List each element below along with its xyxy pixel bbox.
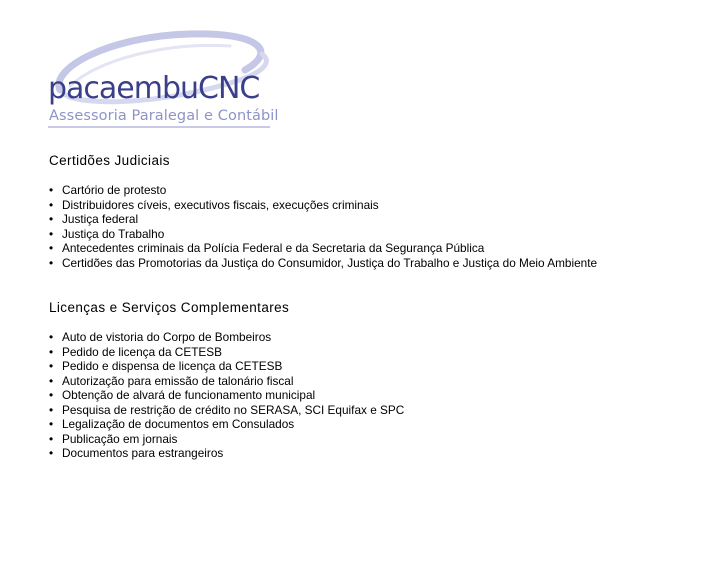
list-item <box>49 388 689 403</box>
list-item-text: Obtenção de alvará de funcionamento municipal <box>62 388 316 402</box>
bullet-dot: • <box>49 417 54 431</box>
logo-wordmark <box>48 72 259 106</box>
list-item <box>49 212 689 227</box>
list-item <box>49 330 689 345</box>
list-item-text: Publicação em jornais <box>62 431 178 446</box>
section-certidoes-judiciais <box>49 153 689 270</box>
list-item <box>49 241 689 256</box>
bullet-dot: • <box>49 359 54 373</box>
bullet-dot: • <box>49 241 54 255</box>
bullet-dot: • <box>49 197 54 212</box>
bullet-dot: • <box>49 344 54 359</box>
list-item-text: Autorização para emissão de talonário fiscal <box>62 373 294 388</box>
bullet-dot: • <box>49 373 54 388</box>
list-item <box>49 227 689 242</box>
bullet-dot: • <box>49 226 54 241</box>
bullet-dot: • <box>49 446 54 460</box>
list-item-text: Justiça federal <box>62 212 139 226</box>
list-item-text: Documentos para estrangeiros <box>62 446 224 460</box>
list-item <box>49 256 689 271</box>
company-logo <box>40 28 280 128</box>
list-item <box>49 345 689 360</box>
section-title: Licenças e Serviços Complementares <box>49 300 290 315</box>
logo-brand-accent: CNC <box>198 71 260 106</box>
list-item-text: Distribuidores cíveis, executivos fiscais, execuções criminais <box>62 197 379 212</box>
bullet-list <box>49 183 689 270</box>
list-item-text: Certidões das Promotorias da Justiça do Consumidor, Justiça do Trabalho e Justiça do Meio Ambiente <box>62 255 598 270</box>
bullet-dot: • <box>49 255 54 270</box>
bullet-dot: • <box>49 402 54 417</box>
bullet-list <box>49 330 689 461</box>
section-title: Certidões Judiciais <box>49 153 170 168</box>
list-item <box>49 374 689 389</box>
list-item <box>49 403 689 418</box>
logo-underline <box>48 126 270 128</box>
section-licencas-servicos <box>49 300 689 461</box>
list-item <box>49 417 689 432</box>
list-item-text: Cartório de protesto <box>62 183 167 197</box>
list-item-text: Justiça do Trabalho <box>62 226 165 241</box>
bullet-dot: • <box>49 183 54 197</box>
bullet-dot: • <box>49 212 54 226</box>
logo-tagline: Assessoria Paralegal e Contábil <box>49 108 279 124</box>
list-item <box>49 446 689 461</box>
list-item-text: Pedido e dispensa de licença da CETESB <box>62 359 283 373</box>
logo-brand-main: pacaembu <box>48 71 199 106</box>
list-item <box>49 198 689 213</box>
bullet-dot: • <box>49 388 54 402</box>
list-item-text: Pesquisa de restrição de crédito no SERASA, SCI Equifax e SPC <box>62 402 405 417</box>
list-item-text: Antecedentes criminais da Polícia Federal e da Secretaria da Segurança Pública <box>62 241 485 255</box>
list-item-text: Legalização de documentos em Consulados <box>62 417 295 431</box>
bullet-dot: • <box>49 330 54 344</box>
list-item <box>49 183 689 198</box>
list-item <box>49 432 689 447</box>
list-item-text: Pedido de licença da CETESB <box>62 344 223 359</box>
bullet-dot: • <box>49 431 54 446</box>
list-item <box>49 359 689 374</box>
list-item-text: Auto de vistoria do Corpo de Bombeiros <box>62 330 272 344</box>
